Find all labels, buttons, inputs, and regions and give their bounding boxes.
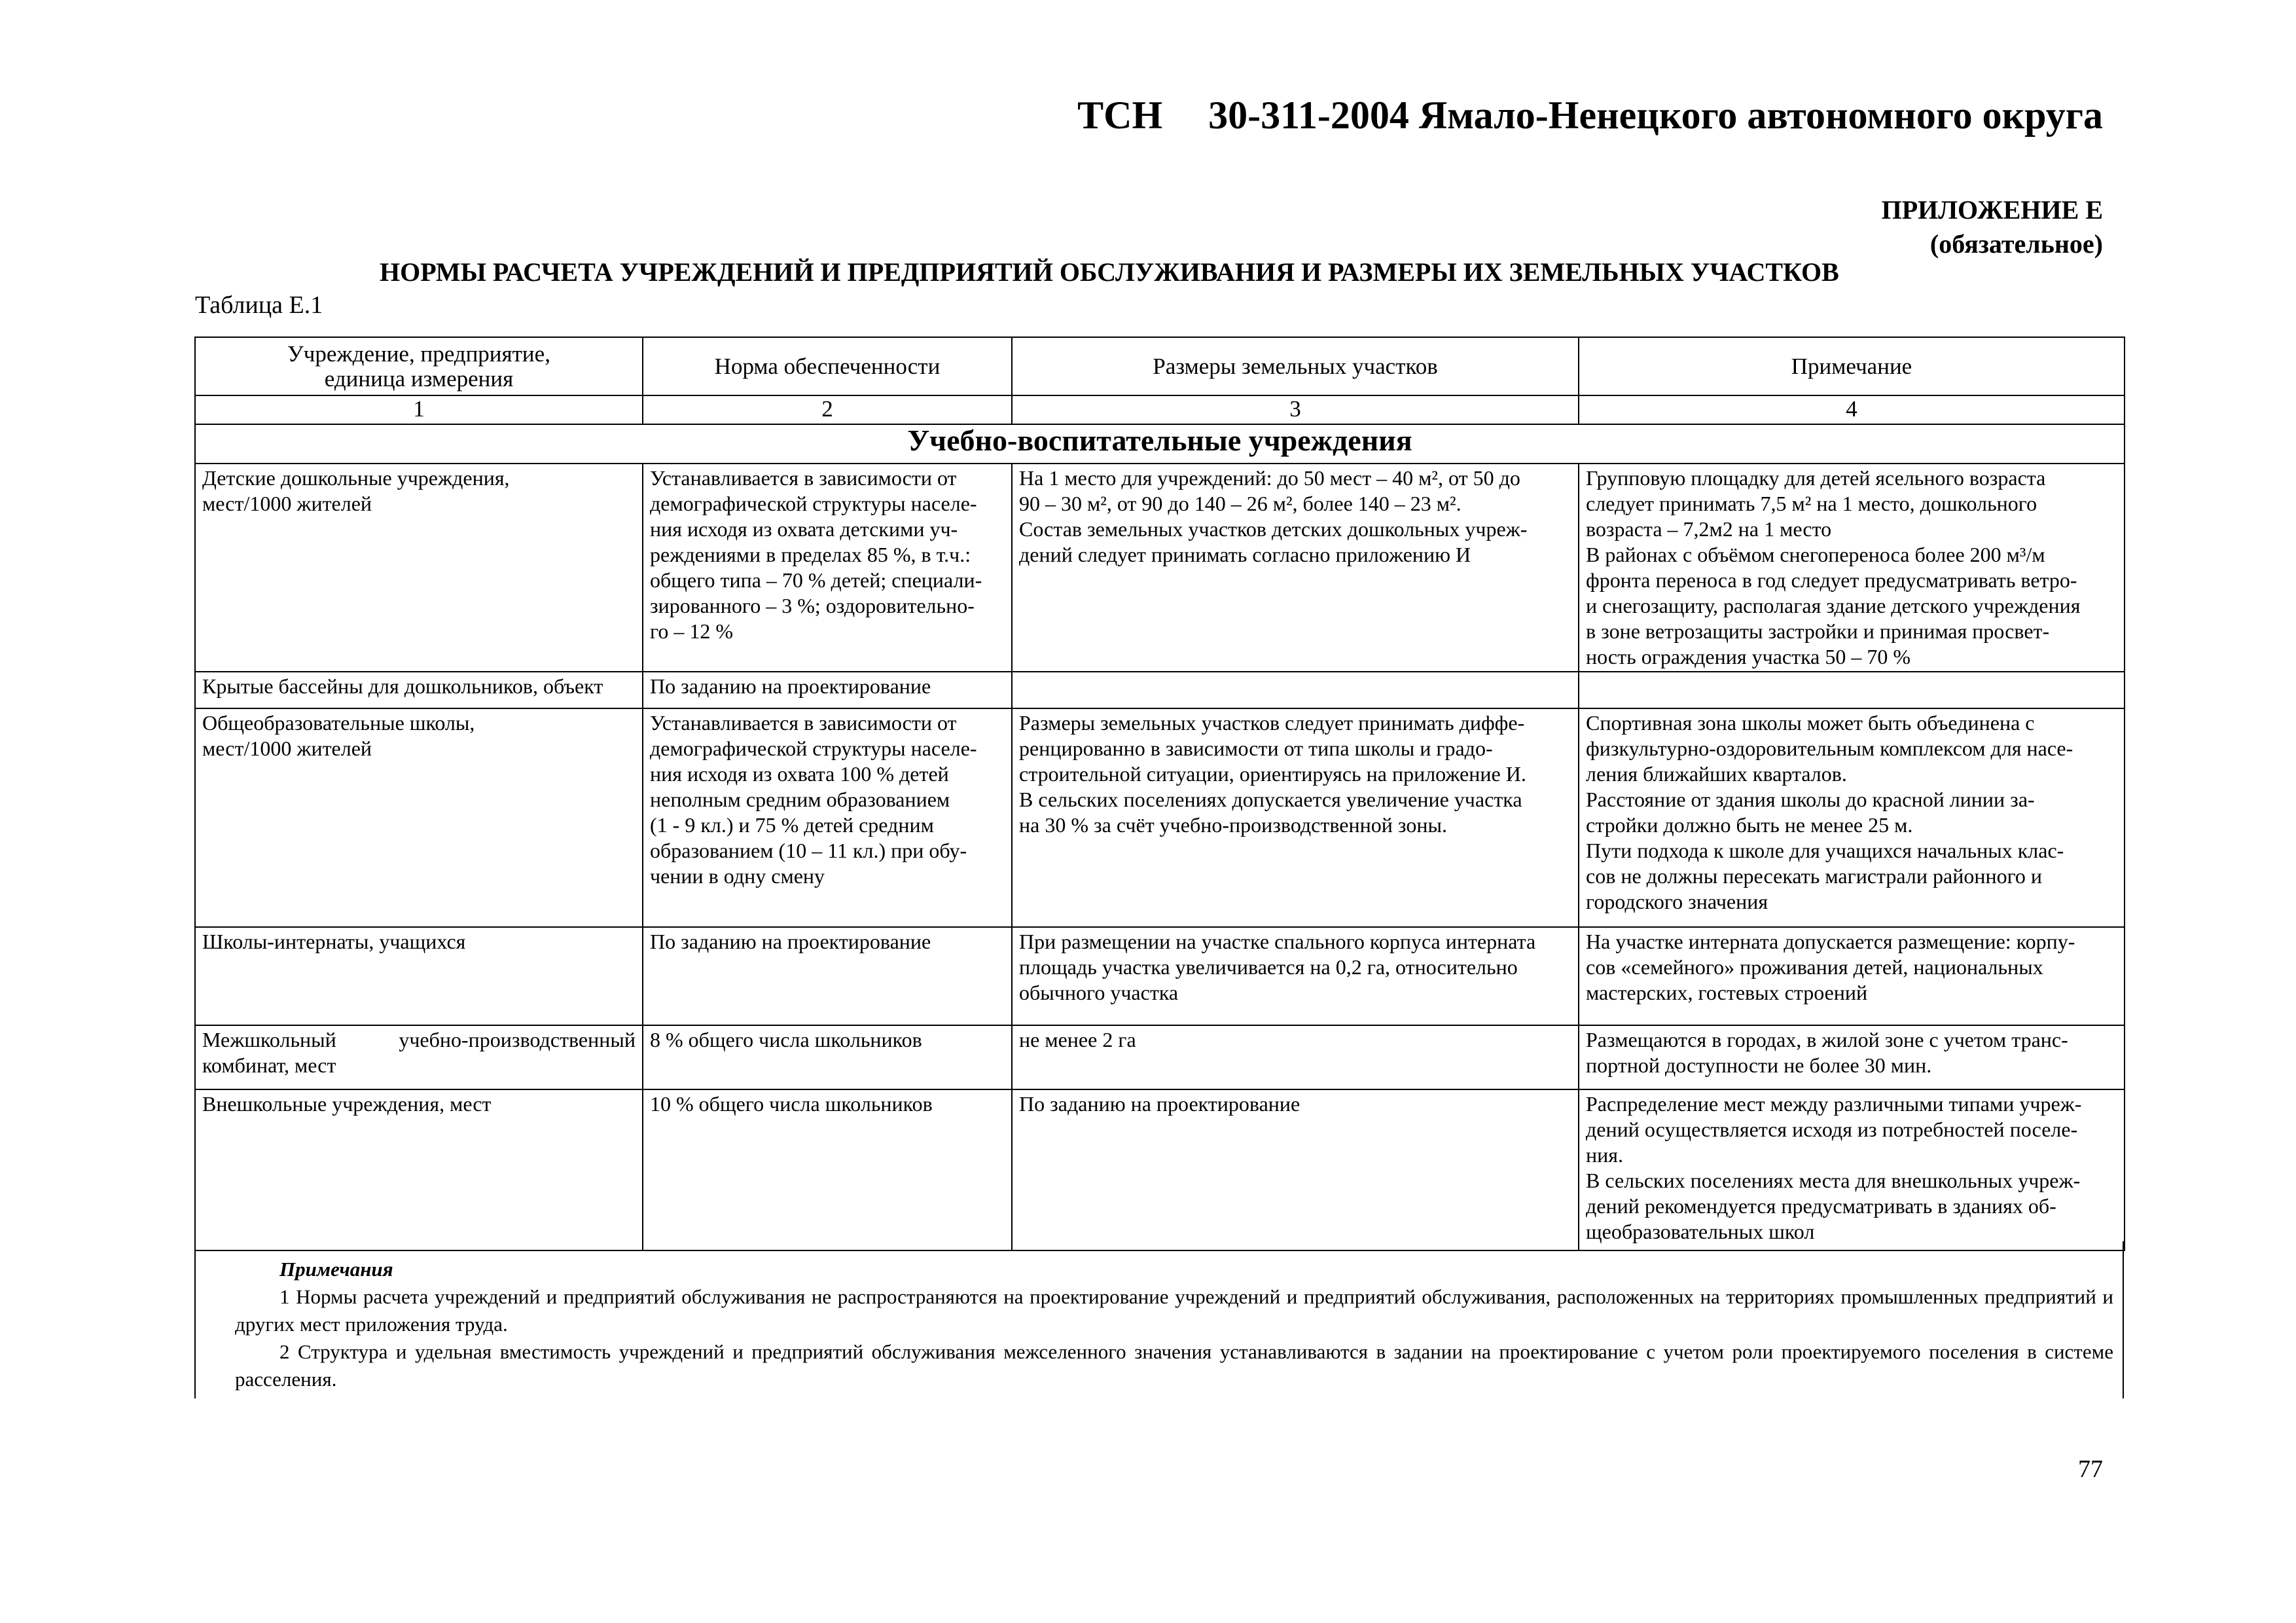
cell-line: Спортивная зона школы может быть объединена с <box>1586 711 2035 735</box>
cell-note <box>1579 1089 2125 1250</box>
cell-institution <box>195 1025 643 1089</box>
cell-line: площадь участка увеличивается на 0,2 га, относительно <box>1019 955 1518 979</box>
table-row <box>195 927 2125 1025</box>
header-row <box>195 337 2125 395</box>
cell-size <box>1012 464 1579 672</box>
cell-norm <box>643 708 1012 927</box>
cell-line: в зоне ветрозащиты застройки и принимая просвет- <box>1586 619 2050 643</box>
cell-line: Устанавливается в зависимости от <box>650 711 957 735</box>
cell-line: сов «семейного» проживания детей, национальных <box>1586 955 2043 979</box>
cell-line: В районах с объёмом снегопереноса более 200 м³/м <box>1586 543 2045 566</box>
cell-institution <box>195 927 643 1025</box>
cell-line: демографической структуры населе- <box>650 737 977 760</box>
norms-table <box>194 337 2125 1251</box>
cell-note <box>1579 927 2125 1025</box>
cell-line: Крытые бассейны для дошкольников, объект <box>202 674 603 698</box>
institution-word: учебно-производственный <box>399 1028 636 1051</box>
cell-line: ренцированно в зависимости от типа школы и градо- <box>1019 737 1493 760</box>
cell-norm <box>643 1025 1012 1089</box>
cell-norm <box>643 927 1012 1025</box>
document-title: 30-311-2004 Ямало-Ненецкого автономного округа <box>1208 94 2103 137</box>
cell-size <box>1012 672 1579 708</box>
cell-line: неполным средним образованием <box>650 788 950 811</box>
table-label: Таблица Е.1 <box>195 291 323 319</box>
cell-line: обычного участка <box>1019 981 1179 1004</box>
notes-title: Примечания <box>279 1258 393 1281</box>
cell-line: зированного – 3 %; оздоровительно- <box>650 594 975 617</box>
cell-line: В сельских поселениях места для внешкольных учреж- <box>1586 1169 2081 1192</box>
note-item: 2 Структура и удельная вместимость учреждений и предприятий обслуживания межселенного значения устанавливаются в задании на проектирование с учетом роли проектируемого поселения в системе расселения. <box>235 1340 2113 1391</box>
cell-line: дений следует принимать согласно приложению И <box>1019 543 1471 566</box>
cell-line: ления ближайших кварталов. <box>1586 762 1847 786</box>
cell-line: мастерских, гостевых строений <box>1586 981 1868 1004</box>
cell-line: ность ограждения участка 50 – 70 % <box>1586 645 1910 668</box>
page-title: НОРМЫ РАСЧЕТА УЧРЕЖДЕНИЙ И ПРЕДПРИЯТИЙ ОБСЛУЖИВАНИЯ И РАЗМЕРЫ ИХ ЗЕМЕЛЬНЫХ УЧАСТКОВ <box>380 257 1839 287</box>
cell-line: физкультурно-оздоровительным комплексом для насе- <box>1586 737 2073 760</box>
column-header-institution: Учреждение, предприятие, единица измерения <box>195 337 643 395</box>
column-number: 4 <box>1579 395 2125 424</box>
cell-line: щеобразовательных школ <box>1586 1220 1815 1243</box>
cell-line: Расстояние от здания школы до красной линии за- <box>1586 788 2035 811</box>
cell-line: 10 % общего числа школьников <box>650 1092 933 1116</box>
cell-line: мест/1000 жителей <box>202 737 372 760</box>
cell-line: 8 % общего числа школьников <box>650 1028 922 1051</box>
cell-line: образованием (10 – 11 кл.) при обу- <box>650 839 967 862</box>
section-title: Учебно-воспитательные учреждения <box>195 424 2125 464</box>
appendix-label: ПРИЛОЖЕНИЕ Е <box>1881 195 2103 225</box>
cell-note <box>1579 1025 2125 1089</box>
cell-size <box>1012 708 1579 927</box>
cell-line: и снегозащиту, располагая здание детского учреждения <box>1586 594 2081 617</box>
appendix-heading <box>1882 193 2103 261</box>
note-item: 1 Нормы расчета учреждений и предприятий обслуживания не распространяются на проектирование учреждений и предприятий обслуживания, расположенных на территориях промышленных предприятий и других мест приложения труда. <box>235 1285 2113 1336</box>
cell-institution <box>195 1089 643 1250</box>
cell-line: не менее 2 га <box>1019 1028 1136 1051</box>
column-number: 3 <box>1012 395 1579 424</box>
cell-line: стройки должно быть не менее 25 м. <box>1586 813 1913 837</box>
page-number: 77 <box>2078 1455 2103 1483</box>
cell-line: сов не должны пересекать магистрали районного и <box>1586 864 2043 888</box>
notes-block <box>194 1241 2124 1398</box>
cell-line: Устанавливается в зависимости от <box>650 466 957 490</box>
cell-line: ния. <box>1586 1143 1623 1167</box>
cell-note <box>1579 672 2125 708</box>
cell-size <box>1012 1025 1579 1089</box>
table-row <box>195 1025 2125 1089</box>
cell-line: дений рекомендуется предусматривать в зданиях об- <box>1586 1194 2056 1218</box>
cell-line: возраста – 7,2м2 на 1 место <box>1586 517 1832 541</box>
cell-line: Размеры земельных участков следует принимать диффе- <box>1019 711 1525 735</box>
cell-note <box>1579 464 2125 672</box>
cell-line: При размещении на участке спального корпуса интерната <box>1019 930 1536 953</box>
table-row <box>195 1089 2125 1250</box>
cell-line: Внешкольные учреждения, мест <box>202 1092 492 1116</box>
cell-line: го – 12 % <box>650 619 733 643</box>
cell-line: В сельских поселениях допускается увеличение участка <box>1019 788 1522 811</box>
cell-note <box>1579 708 2125 927</box>
cell-line: дений осуществляется исходя из потребностей поселе- <box>1586 1118 2078 1141</box>
cell-line: Распределение мест между различными типами учреж- <box>1586 1092 2082 1116</box>
cell-line: строительной ситуации, ориентируясь на приложение И. <box>1019 762 1526 786</box>
cell-line: (1 - 9 кл.) и 75 % детей средним <box>650 813 934 837</box>
cell-line: чении в одну смену <box>650 864 825 888</box>
cell-line: Пути подхода к школе для учащихся начальных клас- <box>1586 839 2064 862</box>
section-row <box>195 424 2125 464</box>
cell-line: комбинат, мест <box>202 1053 336 1077</box>
column-header-norm: Норма обеспеченности <box>643 337 1012 395</box>
cell-line: На 1 место для учреждений: до 50 мест – 40 м², от 50 до <box>1019 466 1520 490</box>
cell-institution <box>195 672 643 708</box>
cell-line: По заданию на проектирование <box>650 930 931 953</box>
cell-line: следует принимать 7,5 м² на 1 место, дошкольного <box>1586 492 2037 515</box>
cell-line: портной доступности не более 30 мин. <box>1586 1053 1932 1077</box>
column-number-row <box>195 395 2125 424</box>
table-row <box>195 464 2125 672</box>
cell-line: Детские дошкольные учреждения, <box>202 466 510 490</box>
cell-line: Групповую площадку для детей ясельного возраста <box>1586 466 2046 490</box>
cell-institution <box>195 464 643 672</box>
cell-line: на 30 % за счёт учебно-производственной зоны. <box>1019 813 1447 837</box>
cell-norm <box>643 464 1012 672</box>
cell-line: На участке интерната допускается размещение: корпу- <box>1586 930 2075 953</box>
cell-line: мест/1000 жителей <box>202 492 372 515</box>
cell-line: Школы-интернаты, учащихся <box>202 930 466 953</box>
cell-line: Состав земельных участков детских дошкольных учреж- <box>1019 517 1528 541</box>
cell-line: По заданию на проектирование <box>1019 1092 1300 1116</box>
column-number: 2 <box>643 395 1012 424</box>
table-row <box>195 672 2125 708</box>
cell-line: реждениями в пределах 85 %, в т.ч.: <box>650 543 971 566</box>
institution-line <box>202 1027 636 1053</box>
cell-size <box>1012 927 1579 1025</box>
cell-line: ния исходя из охвата детскими уч- <box>650 517 958 541</box>
cell-norm <box>643 672 1012 708</box>
cell-line: ния исходя из охвата 100 % детей <box>650 762 949 786</box>
cell-line: общего типа – 70 % детей; специали- <box>650 568 982 592</box>
institution-word: Межшкольный <box>202 1028 336 1051</box>
column-number: 1 <box>195 395 643 424</box>
cell-line: городского значения <box>1586 890 1768 913</box>
appendix-status: (обязательное) <box>1929 229 2103 259</box>
cell-norm <box>643 1089 1012 1250</box>
cell-line: Размещаются в городах, в жилой зоне с учетом транс- <box>1586 1028 2068 1051</box>
cell-line: демографической структуры населе- <box>650 492 977 515</box>
document-header <box>1077 93 2103 138</box>
cell-line: По заданию на проектирование <box>650 674 931 698</box>
document-code: ТСН <box>1077 94 1163 137</box>
table-row <box>195 708 2125 927</box>
cell-line: фронта переноса в год следует предусматривать ветро- <box>1586 568 2077 592</box>
cell-line: Общеобразовательные школы, <box>202 711 475 735</box>
cell-size <box>1012 1089 1579 1250</box>
column-header-note: Примечание <box>1579 337 2125 395</box>
cell-institution <box>195 708 643 927</box>
cell-line: 90 – 30 м², от 90 до 140 – 26 м², более 140 – 23 м². <box>1019 492 1462 515</box>
column-header-size: Размеры земельных участков <box>1012 337 1579 395</box>
